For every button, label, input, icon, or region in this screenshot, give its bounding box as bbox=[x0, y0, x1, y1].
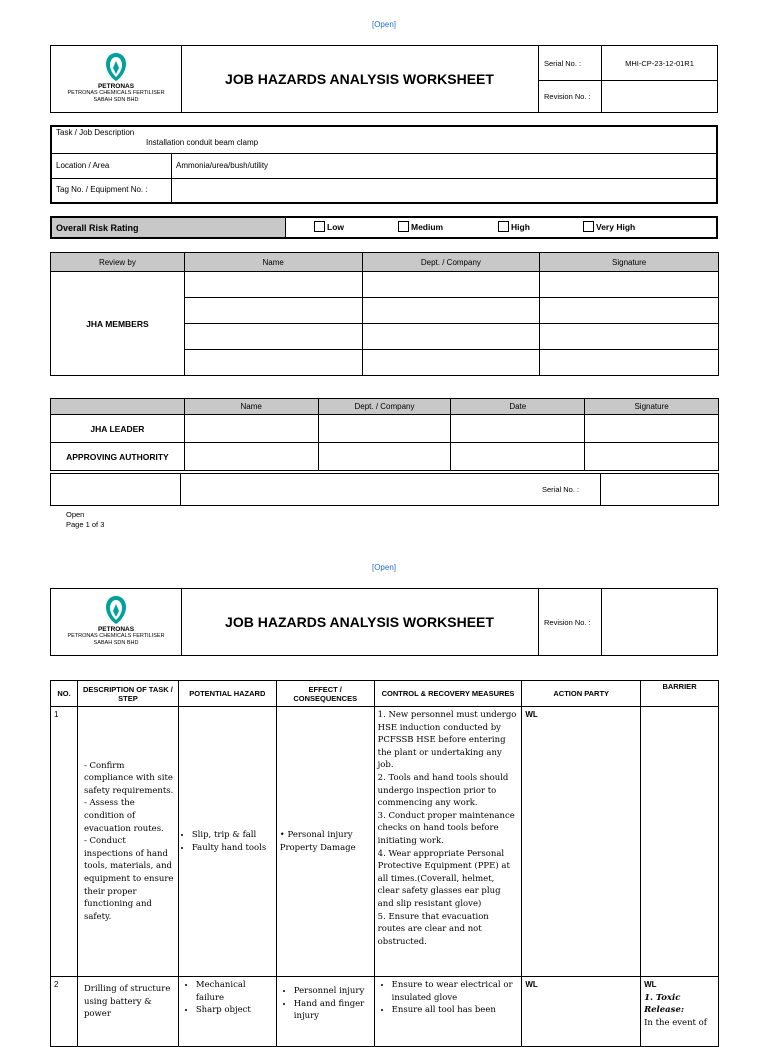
row2-hazards bbox=[178, 977, 276, 1047]
jha-leader-label: JHA LEADER bbox=[51, 415, 185, 443]
checkbox-very-high[interactable] bbox=[583, 221, 594, 232]
tag-row bbox=[52, 178, 716, 202]
review-header-name: Name bbox=[184, 253, 362, 272]
authority-dept-cell[interactable] bbox=[318, 443, 451, 471]
location-label: Location / Area bbox=[52, 153, 172, 178]
leader-date-cell[interactable] bbox=[451, 415, 585, 443]
review-table bbox=[50, 252, 719, 376]
review-header-review-by: Review by bbox=[51, 253, 185, 272]
hazard-header-action-party: ACTION PARTY bbox=[522, 681, 641, 707]
classification-label-page2: [Open] bbox=[371, 563, 396, 572]
authority-signature-cell[interactable] bbox=[585, 443, 719, 471]
worksheet-title: JOB HAZARDS ANALYSIS WORKSHEET bbox=[181, 589, 539, 655]
risk-rating-label: Overall Risk Rating bbox=[52, 218, 286, 237]
checkbox-low[interactable] bbox=[314, 221, 325, 232]
review-header-signature: Signature bbox=[540, 253, 719, 272]
task-value: Installation conduit beam clamp bbox=[146, 138, 259, 147]
worksheet-header-page2 bbox=[50, 588, 718, 656]
authority-name-cell[interactable] bbox=[184, 443, 318, 471]
row1-no: 1 bbox=[51, 707, 78, 977]
member-dept-cell[interactable] bbox=[362, 350, 540, 376]
risk-rating bbox=[50, 216, 718, 239]
row2-controls bbox=[374, 977, 522, 1047]
member-signature-cell[interactable] bbox=[540, 272, 719, 298]
row2-description: Drilling of structure using battery & power bbox=[77, 977, 178, 1047]
hazard-header-controls: CONTROL & RECOVERY MEASURES bbox=[374, 681, 522, 707]
member-name-cell[interactable] bbox=[184, 350, 362, 376]
revision-label-page2: Revision No. : bbox=[538, 589, 602, 656]
revision-label: Revision No. : bbox=[538, 80, 602, 113]
classification-label: [Open] bbox=[371, 20, 396, 29]
approving-authority-label: APPROVING AUTHORITY bbox=[51, 443, 185, 471]
leader-signature-cell[interactable] bbox=[585, 415, 719, 443]
company-logo bbox=[51, 46, 182, 112]
footer-classification: Open bbox=[66, 510, 85, 519]
worksheet-title: JOB HAZARDS ANALYSIS WORKSHEET bbox=[181, 46, 539, 112]
hazard-header-barrier: BARRIER bbox=[641, 681, 719, 707]
company-name-line2: SABAH SDN BHD bbox=[93, 640, 139, 646]
approval-header-dept: Dept. / Company bbox=[318, 399, 451, 415]
risk-option-high[interactable]: High bbox=[498, 221, 530, 232]
member-dept-cell[interactable] bbox=[362, 298, 540, 324]
row1-effect-item: • Personal injury bbox=[279, 829, 353, 840]
hazard-header-effect: EFFECT / CONSEQUENCES bbox=[276, 681, 374, 707]
worksheet-header bbox=[50, 45, 718, 113]
row1-barrier bbox=[641, 707, 719, 977]
row2-no: 2 bbox=[51, 977, 78, 1047]
row2-control-item: • Ensure to wear electrical or insulated glove bbox=[392, 979, 519, 1004]
leader-name-cell[interactable] bbox=[184, 415, 318, 443]
table-row bbox=[51, 707, 719, 977]
risk-option-very-high[interactable]: Very High bbox=[583, 221, 635, 232]
row1-hazard-item: • Slip, trip & fall bbox=[192, 829, 273, 842]
row2-effect-item: • Personnel injury bbox=[294, 985, 371, 998]
leader-dept-cell[interactable] bbox=[318, 415, 451, 443]
table-row bbox=[51, 977, 719, 1047]
footer-page-number: Page 1 of 3 bbox=[66, 520, 105, 529]
approval-header-blank bbox=[51, 399, 185, 415]
member-name-cell[interactable] bbox=[184, 324, 362, 350]
member-name-cell[interactable] bbox=[184, 272, 362, 298]
row2-hazard-item: • Sharp object bbox=[196, 1004, 273, 1017]
tag-label: Tag No. / Equipment No. : bbox=[52, 178, 172, 202]
row2-barrier-subtitle: 1. Toxic Release: bbox=[644, 992, 685, 1016]
row1-controls: 1. New personnel must undergo HSE induction conducted by PCFSSB HSE before entering the plant or undertaking any job. 2. Tools and hand tools should undergo inspection prior to commencing any work. 3. Conduct proper maintenance checks on hand tools before initiating work. 4. Wear appropriate Personal Protective Equipment (PPE) at all times.(Coverall, helmet, clear safety glasses ear plug and slip resistant glove) 5. Ensure that evacuation routes are clear and not obstructed. bbox=[374, 707, 522, 977]
review-header-dept: Dept. / Company bbox=[362, 253, 540, 272]
member-name-cell[interactable] bbox=[184, 298, 362, 324]
hazard-header-potential-hazard: POTENTIAL HAZARD bbox=[178, 681, 276, 707]
task-label: Task / Job Description bbox=[56, 128, 135, 137]
row2-effect-item: • Hand and finger injury bbox=[294, 998, 371, 1023]
location-row bbox=[52, 153, 716, 179]
company-name-line1: PETRONAS CHEMICALS FERTILISER bbox=[67, 90, 165, 96]
row2-effects bbox=[276, 977, 374, 1047]
company-name-line1: PETRONAS CHEMICALS FERTILISER bbox=[67, 633, 165, 639]
member-signature-cell[interactable] bbox=[540, 350, 719, 376]
approval-header-signature: Signature bbox=[585, 399, 719, 415]
location-value: Ammonia/urea/bush/utility bbox=[176, 161, 269, 170]
row2-barrier-text: In the event of bbox=[644, 1017, 707, 1028]
jha-members-label: JHA MEMBERS bbox=[51, 272, 185, 376]
hazard-header-description: DESCRIPTION OF TASK / STEP bbox=[77, 681, 178, 707]
revision-value bbox=[602, 80, 717, 113]
company-name-line2: SABAH SDN BHD bbox=[93, 97, 139, 103]
row2-action-party: WL bbox=[522, 977, 641, 1047]
risk-option-low[interactable]: Low bbox=[314, 221, 344, 232]
hazard-table bbox=[50, 680, 719, 1047]
row2-barrier bbox=[641, 977, 719, 1047]
row2-barrier-title: WL bbox=[644, 980, 657, 989]
row1-hazard-item: • Faulty hand tools bbox=[192, 842, 273, 855]
member-dept-cell[interactable] bbox=[362, 272, 540, 298]
company-brand: PETRONAS bbox=[97, 626, 135, 633]
petronas-logo-icon bbox=[103, 52, 129, 82]
row2-hazard-item: • Mechanical failure bbox=[196, 979, 273, 1004]
member-signature-cell[interactable] bbox=[540, 324, 719, 350]
approval-table bbox=[50, 398, 719, 471]
petronas-logo-icon bbox=[103, 595, 129, 625]
risk-option-medium[interactable]: Medium bbox=[398, 221, 443, 232]
serial-value: MHI-CP-23-12-01R1 bbox=[625, 58, 694, 68]
approval-header-name: Name bbox=[184, 399, 318, 415]
row1-hazards bbox=[178, 707, 276, 977]
row1-effects bbox=[276, 707, 374, 977]
row1-action-party: WL bbox=[522, 707, 641, 977]
task-details bbox=[50, 125, 718, 204]
page-footer bbox=[66, 510, 104, 530]
row1-description: - Confirm compliance with site safety requirements. - Assess the condition of evacuation routes. - Conduct inspections of hand tools, materials, and equipment to ensure their proper functioning and safety. bbox=[77, 707, 178, 977]
approval-serial-row bbox=[50, 473, 719, 506]
checkbox-medium[interactable] bbox=[398, 221, 409, 232]
row2-control-item: • Ensure all tool has been bbox=[392, 1004, 519, 1017]
serial-label: Serial No. : bbox=[538, 46, 602, 80]
row1-effect-extra: Property Damage bbox=[279, 842, 356, 853]
member-signature-cell[interactable] bbox=[540, 298, 719, 324]
company-logo bbox=[51, 589, 182, 655]
member-dept-cell[interactable] bbox=[362, 324, 540, 350]
approval-header-date: Date bbox=[451, 399, 585, 415]
authority-date-cell[interactable] bbox=[451, 443, 585, 471]
company-brand: PETRONAS bbox=[97, 83, 135, 90]
checkbox-high[interactable] bbox=[498, 221, 509, 232]
task-row bbox=[52, 127, 716, 154]
approval-serial-label: Serial No. : bbox=[536, 474, 601, 505]
hazard-header-no: NO. bbox=[51, 681, 78, 707]
